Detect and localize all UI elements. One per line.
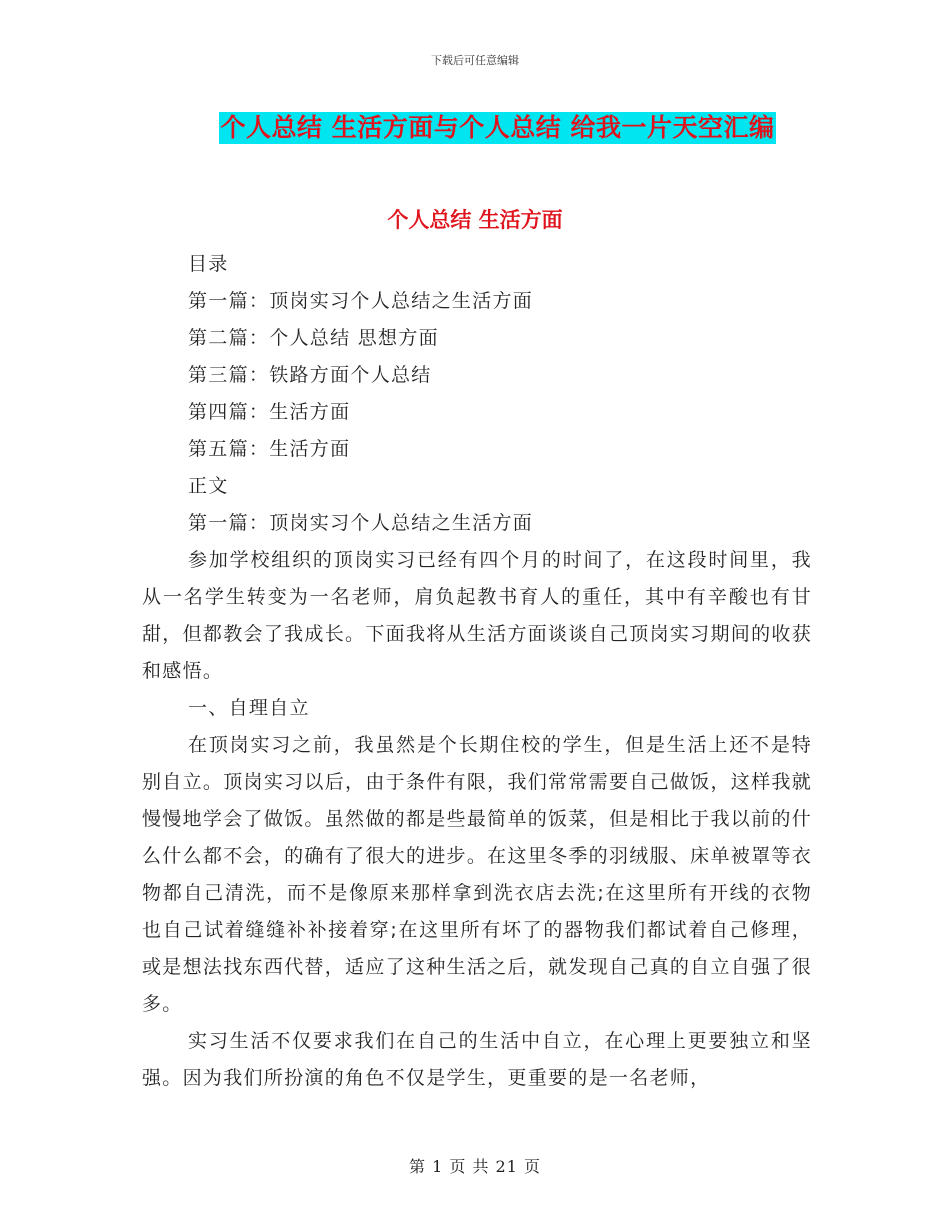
toc-item: 第五篇：生活方面 xyxy=(188,438,351,460)
paragraph: 参加学校组织的顶岗实习已经有四个月的时间了，在这段时间里，我从一名学生转变为一名老师，肩负起教书育人的重任，其中有辛酸也有甘甜，但都教会了我成长。下面我将从生活方面谈谈自己顶岗实习期间的收获和感悟。 xyxy=(142,549,812,682)
document-title-wrap xyxy=(0,112,950,144)
toc-item: 第三篇：铁路方面个人总结 xyxy=(188,364,432,386)
article-title: 第一篇：顶岗实习个人总结之生活方面 xyxy=(188,512,534,534)
document-body xyxy=(142,246,812,1097)
toc-item: 第四篇：生活方面 xyxy=(188,401,351,423)
paragraph: 在顶岗实习之前，我虽然是个长期住校的学生，但是生活上还不是特别自立。顶岗实习以后，由于条件有限，我们常常需要自己做饭，这样我就慢慢地学会了做饭。虽然做的都是些最简单的饭菜，但是相比于我以前的什么什么都不会，的确有了很大的进步。在这里冬季的羽绒服、床单被罩等衣物都自己清洗，而不是像原来那样拿到洗衣店去洗;在这里所有开线的衣物也自己试着缝缝补补接着穿;在这里所有坏了的器物我们都试着自己修理，或是想法找东西代替，适应了这种生活之后，就发现自己真的自立自强了很多。 xyxy=(142,734,812,1015)
page-number: 第 1 页 共 21 页 xyxy=(409,1157,541,1176)
document-subtitle: 个人总结 生活方面 xyxy=(387,207,563,232)
body-heading: 正文 xyxy=(188,475,229,497)
paragraph: 实习生活不仅要求我们在自己的生活中自立，在心理上更要独立和坚强。因为我们所扮演的角色不仅是学生，更重要的是一名老师， xyxy=(142,1030,812,1089)
toc-heading: 目录 xyxy=(188,253,229,275)
toc-item: 第二篇：个人总结 思想方面 xyxy=(188,327,439,349)
section-heading: 一、自理自立 xyxy=(188,697,310,719)
header-note: 下载后可任意编辑 xyxy=(431,54,519,67)
toc-item: 第一篇：顶岗实习个人总结之生活方面 xyxy=(188,290,534,312)
document-title: 个人总结 生活方面与个人总结 给我一片天空汇编 xyxy=(220,113,775,142)
